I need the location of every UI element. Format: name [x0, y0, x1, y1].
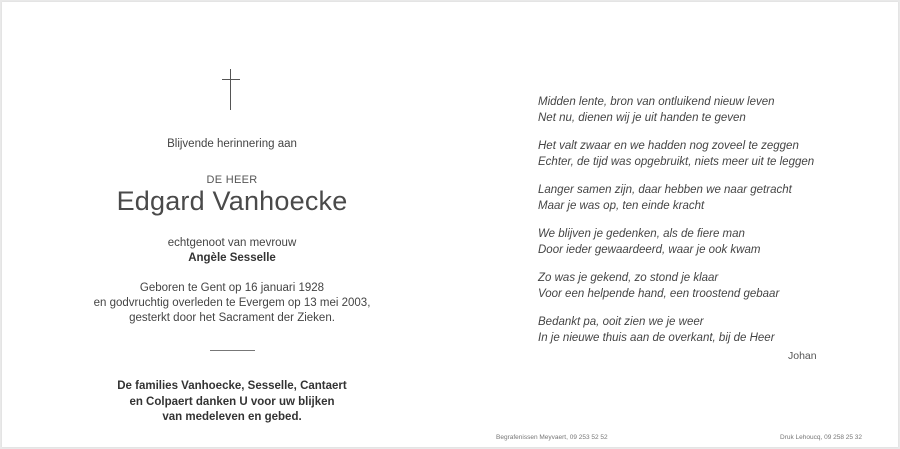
bio-line: en godvruchtig overleden te Evergem op 13 mei 2003, [93, 297, 371, 309]
deceased-name: Edgard Vanhoecke [116, 186, 348, 216]
honorific: DE HEER [206, 174, 258, 186]
bio-block [2, 281, 462, 326]
spouse-intro: echtgenoot van mevrouw [167, 237, 297, 249]
poem-stanza [538, 139, 814, 170]
cross-icon [222, 69, 240, 111]
poem-line: Het valt zwaar en we hadden nog zoveel te zeggen [538, 140, 799, 152]
thanks-line: van medeleven en gebed. [162, 411, 302, 423]
poem-line: Langer samen zijn, daar hebben we naar getracht [538, 184, 792, 196]
poem-line: Maar je was op, ten einde kracht [538, 199, 705, 212]
poem-stanza [538, 315, 814, 346]
poem-stanza [538, 183, 814, 214]
left-panel [2, 2, 608, 447]
poem-stanza [538, 95, 814, 126]
poem-line: Zo was je gekend, zo stond je klaar [538, 272, 719, 284]
thanks-line: De families Vanhoecke, Sesselle, Cantaert [117, 380, 347, 392]
printer-credit: Druk Lehoucq, 09 258 25 32 [780, 434, 863, 441]
poem-signature: Johan [788, 350, 817, 362]
poem [538, 95, 814, 359]
poem-line: In je nieuwe thuis aan de overkant, bij de Heer [538, 331, 775, 344]
memorial-card [2, 2, 898, 447]
bio-line: Geboren te Gent op 16 januari 1928 [139, 282, 325, 294]
thanks-block [2, 379, 462, 426]
poem-line: Bedankt pa, ooit zien we je weer [538, 316, 704, 328]
right-panel [462, 2, 898, 447]
poem-stanza [538, 227, 814, 258]
thanks-line: en Colpaert danken U voor uw blijken [129, 395, 335, 408]
poem-line: We blijven je gedenken, als de fiere man [538, 228, 745, 240]
undertaker-credit: Begrafenissen Meyvaert, 09 253 52 52 [496, 434, 608, 441]
spouse-name: Angèle Sesselle [188, 252, 276, 264]
intro-text: Blijvende herinnering aan [167, 138, 297, 150]
bio-line: gesterkt door het Sacrament der Zieken. [129, 312, 335, 324]
poem-line: Net nu, dienen wij je uit handen te geven [538, 111, 746, 124]
poem-line: Echter, de tijd was opgebruikt, niets meer uit te leggen [538, 155, 815, 168]
poem-line: Midden lente, bron van ontluikend nieuw leven [538, 96, 775, 108]
poem-line: Voor een helpende hand, een troostend gebaar [538, 287, 780, 300]
divider [210, 350, 255, 351]
poem-line: Door ieder gewaardeerd, waar je ook kwam [538, 243, 761, 256]
poem-stanza [538, 271, 814, 302]
